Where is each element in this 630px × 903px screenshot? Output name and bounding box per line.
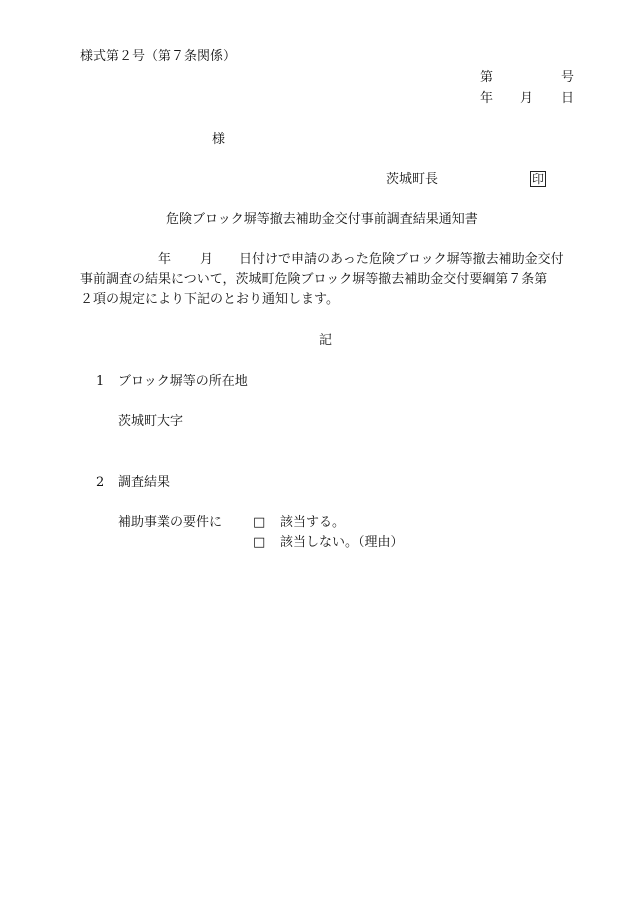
recipient-honorific: 様 <box>212 132 226 147</box>
option-not-applicable-text: 該当しない。（理由） <box>280 535 404 550</box>
body-line3: ２項の規定により下記のとおり通知します。 <box>80 292 339 307</box>
date-day: 日 <box>561 91 575 106</box>
body-line1: 日付けで申請のあった危険ブロック塀等撤去補助金交付 <box>239 252 564 267</box>
body-year: 年 <box>158 252 172 267</box>
checkbox-applicable[interactable]: □ <box>253 515 266 530</box>
option-applicable-text: 該当する。 <box>280 515 346 530</box>
issuer-title: 茨城町長 <box>386 172 439 187</box>
item1-label: ブロック塀等の所在地 <box>118 374 248 389</box>
body-line2: 事前調査の結果について，茨城町危険ブロック塀等撤去補助金交付要綱第７条第 <box>80 272 548 287</box>
document-number-suffix: 号 <box>561 70 575 85</box>
item1-number: 1 <box>96 374 105 389</box>
requirement-label: 補助事業の要件に <box>118 515 223 530</box>
body-month: 月 <box>200 252 214 267</box>
item1-value: 茨城町大字 <box>118 414 184 429</box>
date-month: 月 <box>520 91 534 106</box>
checkbox-not-applicable[interactable]: □ <box>253 535 266 550</box>
item2-label: 調査結果 <box>118 475 171 490</box>
document-number-prefix: 第 <box>480 70 494 85</box>
seal-label: 印 <box>532 172 545 186</box>
document-title: 危険ブロック塀等撤去補助金交付事前調査結果通知書 <box>166 212 478 227</box>
seal-mark <box>530 171 546 187</box>
ki-heading: 記 <box>319 333 333 348</box>
date-year: 年 <box>480 91 494 106</box>
form-number: 様式第２号（第７条関係） <box>80 49 237 64</box>
item2-number: 2 <box>96 475 105 490</box>
